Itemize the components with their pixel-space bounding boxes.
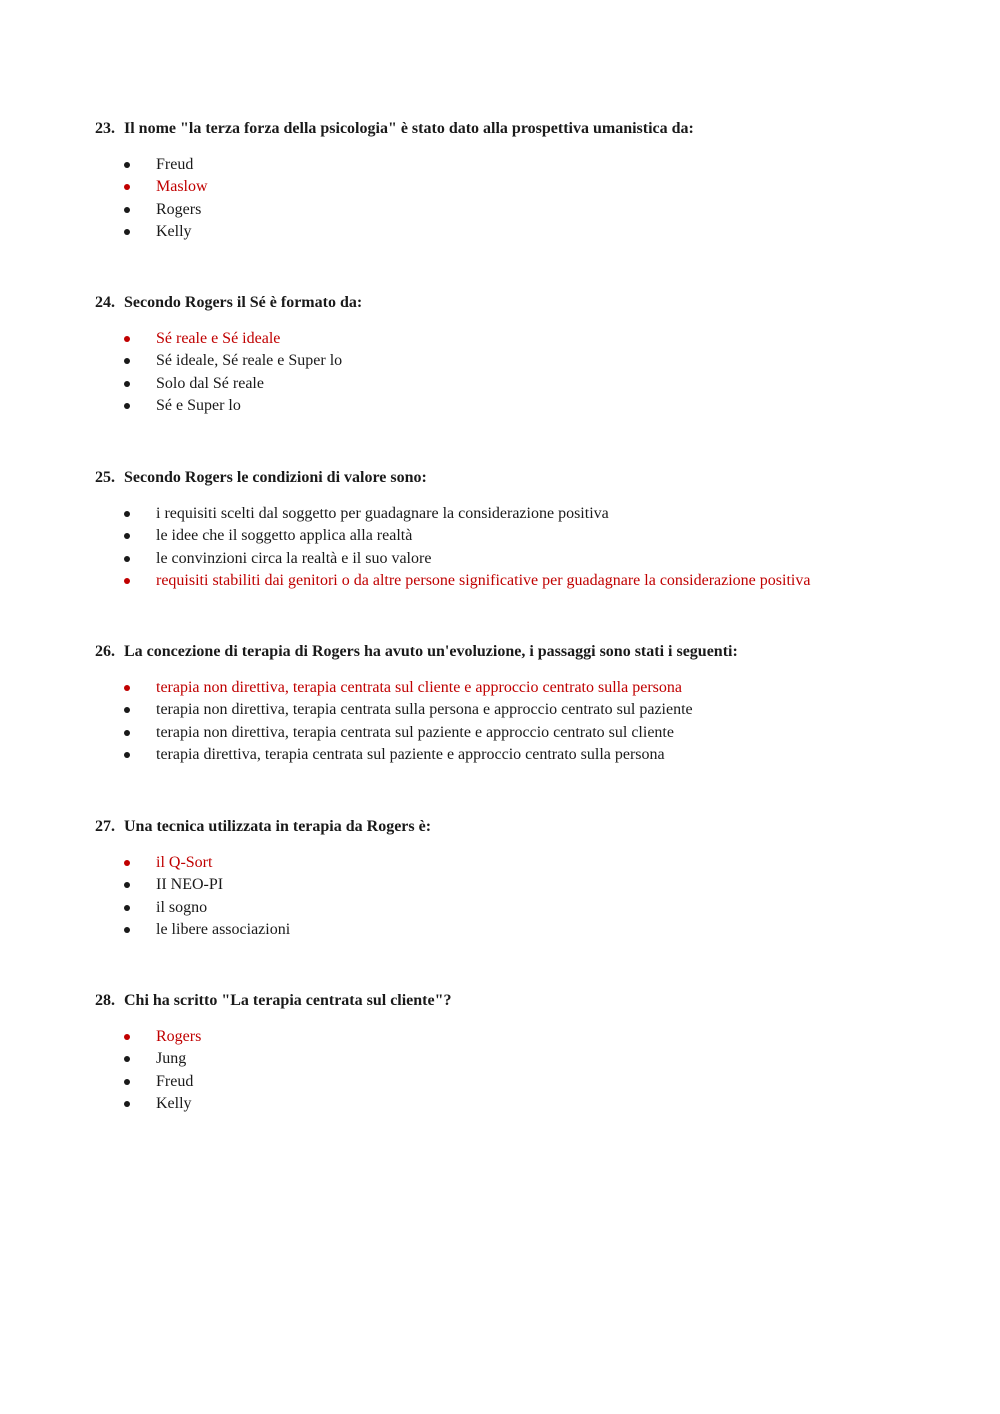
answer-text: i requisiti scelti dal soggetto per guadagnare la considerazione positiva <box>156 505 609 522</box>
answer-text: terapia non direttiva, terapia centrata sul cliente e approccio centrato sulla persona <box>156 679 682 696</box>
question-24 <box>95 292 955 417</box>
bullet-icon <box>124 511 130 517</box>
answer-text: Jung <box>156 1050 187 1068</box>
bullet-icon <box>124 905 130 911</box>
answer-item <box>95 221 955 243</box>
question-number: 27. <box>95 818 115 835</box>
answer-text: Sé reale e Sé ideale <box>156 330 281 347</box>
bullet-icon <box>124 882 130 888</box>
bullet-icon <box>124 730 130 736</box>
question-title <box>95 641 955 663</box>
answer-list <box>95 852 955 941</box>
bullet-icon <box>124 1101 130 1107</box>
answer-text: Rogers <box>156 1028 202 1045</box>
answer-item-correct <box>95 1026 955 1048</box>
answer-item <box>95 744 955 766</box>
answer-list <box>95 154 955 243</box>
answer-list <box>95 1026 955 1115</box>
bullet-icon <box>124 1034 130 1040</box>
answer-text: Maslow <box>156 178 208 196</box>
answer-text: Sé e Super lo <box>156 396 241 414</box>
answer-text: terapia non direttiva, terapia centrata sulla persona e approccio centrato sul paziente <box>156 701 693 719</box>
answer-item-correct <box>95 677 955 699</box>
answer-text: le idee che il soggetto applica alla realtà <box>156 527 413 545</box>
answer-text: terapia non direttiva, terapia centrata sul paziente e approccio centrato sul cliente <box>156 723 674 741</box>
answer-item <box>95 919 955 941</box>
bullet-icon <box>124 556 130 562</box>
bullet-icon <box>124 162 130 168</box>
answer-item <box>95 373 955 395</box>
question-text: Secondo Rogers il Sé è formato da: <box>124 294 363 311</box>
question-title <box>95 467 955 489</box>
answer-text: Freud <box>156 1072 194 1090</box>
question-title <box>95 816 955 838</box>
answer-text: Kelly <box>156 222 192 240</box>
answer-text: le convinzioni circa la realtà e il suo valore <box>156 549 432 567</box>
answer-list <box>95 503 955 592</box>
answer-item <box>95 1048 955 1070</box>
answer-item <box>95 1093 955 1115</box>
question-27 <box>95 816 955 941</box>
bullet-icon <box>124 752 130 758</box>
answer-text: Kelly <box>156 1094 192 1112</box>
question-26 <box>95 641 955 766</box>
bullet-icon <box>124 336 130 342</box>
answer-item <box>95 154 955 176</box>
bullet-icon <box>124 927 130 933</box>
answer-text: Sé ideale, Sé reale e Super lo <box>156 352 343 370</box>
bullet-icon <box>124 403 130 409</box>
answer-item <box>95 897 955 919</box>
answer-item <box>95 525 955 547</box>
answer-item <box>95 199 955 221</box>
answer-item <box>95 874 955 896</box>
bullet-icon <box>124 533 130 539</box>
bullet-icon <box>124 184 130 190</box>
question-text: Secondo Rogers le condizioni di valore sono: <box>124 469 427 486</box>
bullet-icon <box>124 860 130 866</box>
answer-text: Rogers <box>156 200 202 218</box>
answer-list <box>95 677 955 766</box>
question-number: 24. <box>95 294 115 311</box>
answer-text: II NEO-PI <box>156 876 224 894</box>
answer-item <box>95 503 955 525</box>
answer-item-correct <box>95 176 955 198</box>
answer-item-correct <box>95 852 955 874</box>
question-number: 25. <box>95 469 115 486</box>
question-number: 28. <box>95 992 115 1009</box>
bullet-icon <box>124 1056 130 1062</box>
question-number: 23. <box>95 120 115 137</box>
answer-item-correct <box>95 570 955 592</box>
question-number: 26. <box>95 643 115 660</box>
bullet-icon <box>124 381 130 387</box>
question-text: Il nome "la terza forza della psicologia" è stato dato alla prospettiva umanistica da: <box>124 120 694 137</box>
answer-item <box>95 548 955 570</box>
question-title <box>95 118 955 140</box>
answer-item <box>95 699 955 721</box>
answer-text: il Q-Sort <box>156 854 213 871</box>
answer-text: Freud <box>156 156 194 173</box>
question-text: Una tecnica utilizzata in terapia da Rogers è: <box>124 818 432 835</box>
answer-item <box>95 350 955 372</box>
bullet-icon <box>124 229 130 235</box>
bullet-icon <box>124 707 130 713</box>
answer-list <box>95 328 955 417</box>
question-25 <box>95 467 955 592</box>
question-text: Chi ha scritto "La terapia centrata sul cliente"? <box>124 992 452 1009</box>
question-23 <box>95 118 955 243</box>
answer-text: il sogno <box>156 898 208 916</box>
answer-item-correct <box>95 328 955 350</box>
answer-item <box>95 395 955 417</box>
answer-text: Solo dal Sé reale <box>156 374 264 392</box>
question-title <box>95 990 955 1012</box>
answer-text: terapia direttiva, terapia centrata sul paziente e approccio centrato sulla persona <box>156 745 665 763</box>
bullet-icon <box>124 685 130 691</box>
answer-item <box>95 1071 955 1093</box>
answer-text: requisiti stabiliti dai genitori o da altre persone significative per guadagnare la considerazione positiva <box>156 571 811 589</box>
question-title <box>95 292 955 314</box>
bullet-icon <box>124 207 130 213</box>
answer-text: le libere associazioni <box>156 920 291 938</box>
question-text: La concezione di terapia di Rogers ha avuto un'evoluzione, i passaggi sono stati i seguenti: <box>124 643 738 660</box>
bullet-icon <box>124 578 130 584</box>
bullet-icon <box>124 1079 130 1085</box>
question-28 <box>95 990 955 1115</box>
bullet-icon <box>124 358 130 364</box>
answer-item <box>95 722 955 744</box>
